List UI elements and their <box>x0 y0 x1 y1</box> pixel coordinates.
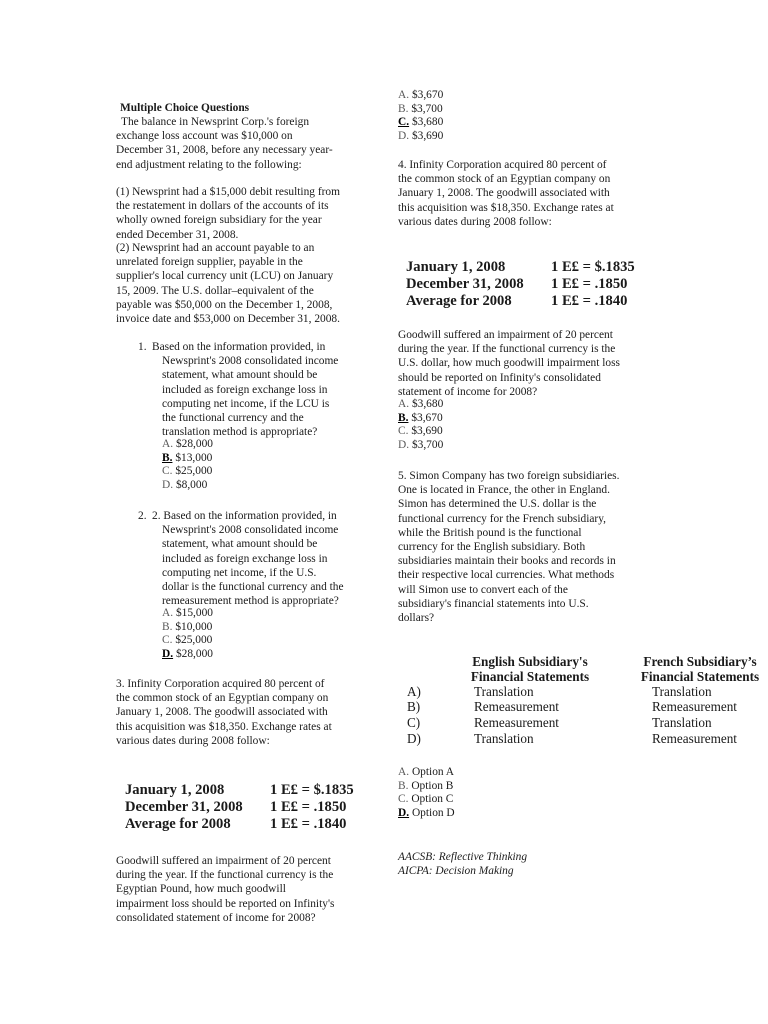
question-line: January 1, 2008. The goodwill associated with <box>116 706 328 719</box>
table-cell: Remeasurement <box>474 699 559 714</box>
table-row-label: C) <box>407 715 421 730</box>
question-line: 5. Simon Company has two foreign subsidiaries. <box>398 470 620 482</box>
q1-options <box>162 438 213 492</box>
question-line: impairment loss should be reported on Infinity's <box>116 897 335 910</box>
question-line: remeasurement method is appropriate? <box>162 595 339 608</box>
answer-option[interactable]: A. $3,680 <box>398 398 444 410</box>
answer-option[interactable]: D. $8,000 <box>162 478 208 491</box>
question-line: during the year. If the functional currency is the <box>398 343 616 356</box>
question-line: translation method is appropriate? <box>162 426 318 439</box>
question-line: currency for the English subsidiary. Both <box>398 541 586 554</box>
rate-date: January 1, 2008 <box>406 259 506 275</box>
question-line: this acquisition was $18,350. Exchange rates at <box>116 720 332 733</box>
item-line: (2) Newsprint had an account payable to an <box>116 242 315 254</box>
question-4 <box>398 158 668 229</box>
q4-options <box>398 398 443 452</box>
answer-option[interactable]: B. $3,700 <box>398 102 443 115</box>
question-line: 2. Based on the information provided, in <box>152 510 337 522</box>
question-line: subsidiary's financial statements into U.S. <box>398 597 589 610</box>
answer-option-correct[interactable]: D. Option D <box>398 806 455 819</box>
question-line: dollar is the functional currency and the <box>162 581 344 594</box>
question-line: various dates during 2008 follow: <box>398 215 552 228</box>
item-line: (1) Newsprint had a $15,000 debit resulting from <box>116 186 340 198</box>
answer-option[interactable]: B. $10,000 <box>162 620 213 633</box>
item-line: the restatement in dollars of the accounts of its <box>116 200 329 213</box>
question-line: while the British pound is the functional <box>398 526 582 539</box>
aicpa-tag: AICPA: Decision Making <box>398 865 514 877</box>
item-1-paragraph <box>116 185 378 242</box>
question-line: Simon has determined the U.S. dollar is the <box>398 498 597 511</box>
item-line: unrelated foreign supplier, payable in the <box>116 256 303 269</box>
question-line: Egyptian Pound, how much goodwill <box>116 883 286 896</box>
q4-exchange-rates <box>406 259 635 310</box>
intro-line: end adjustment relating to the following: <box>116 158 302 171</box>
answer-option[interactable]: A. Option A <box>398 766 455 778</box>
question-line: functional currency for the French subsidiary, <box>398 512 607 525</box>
rate-date: January 1, 2008 <box>125 782 225 798</box>
question-line: statement of income for 2008? <box>398 385 538 398</box>
item-line: ended December 31, 2008. <box>116 228 239 241</box>
question-2 <box>138 509 378 608</box>
q3-question <box>116 854 378 925</box>
question-line: consolidated statement of income for 2008? <box>116 911 316 924</box>
question-line: during the year. If the functional currency is the <box>116 869 334 882</box>
rate-value: 1 E£ = .1850 <box>551 276 628 292</box>
answer-option[interactable]: B. Option B <box>398 779 454 792</box>
table-cell: Translation <box>474 684 534 699</box>
question-line: U.S. dollar, how much goodwill impairment loss <box>398 357 620 370</box>
answer-option[interactable]: C. Option C <box>398 793 454 806</box>
question-line: computing net income, if the LCU is <box>162 397 330 410</box>
question-line: January 1, 2008. The goodwill associated with <box>398 187 610 200</box>
question-line: Goodwill suffered an impairment of 20 percent <box>116 855 331 867</box>
question-line: 4. Infinity Corporation acquired 80 percent of <box>398 159 607 171</box>
aacsb-tag: AACSB: Reflective Thinking <box>398 851 528 863</box>
section-heading <box>120 101 249 115</box>
question-line: the common stock of an Egyptian company on <box>116 692 329 705</box>
question-5 <box>398 469 668 625</box>
table-cell: Remeasurement <box>474 715 559 730</box>
question-3 <box>116 677 378 748</box>
intro-line: exchange loss account was $10,000 on <box>116 130 293 143</box>
question-line: their respective local currencies. What methods <box>398 569 615 582</box>
table-row-label: B) <box>407 699 421 714</box>
answer-option[interactable]: A. $28,000 <box>162 438 213 450</box>
table-row-label: D) <box>407 731 421 746</box>
question-line: Newsprint's 2008 consolidated income <box>162 355 339 368</box>
question-line: statement, what amount should be <box>162 538 318 551</box>
rate-value: 1 E£ = $.1835 <box>270 782 354 798</box>
question-number: 2. <box>138 510 147 522</box>
question-line: statement, what amount should be <box>162 369 318 382</box>
question-line: 3. Infinity Corporation acquired 80 percent of <box>116 678 325 690</box>
answer-option[interactable]: C. $25,000 <box>162 465 213 478</box>
item-line: wholly owned foreign subsidiary for the year <box>116 214 322 227</box>
question-line: Goodwill suffered an impairment of 20 percent <box>398 329 613 341</box>
answer-option[interactable]: C. $3,690 <box>398 425 443 438</box>
rate-date: December 31, 2008 <box>406 276 524 292</box>
question-line: the common stock of an Egyptian company on <box>398 173 611 186</box>
answer-option-correct[interactable]: B. $13,000 <box>162 451 213 464</box>
table-cell: Remeasurement <box>652 699 737 714</box>
answer-option-correct[interactable]: D. $28,000 <box>162 647 213 660</box>
rate-value: 1 E£ = .1840 <box>551 293 628 309</box>
question-line: will Simon use to convert each of the <box>398 583 568 596</box>
page-title: Multiple Choice Questions <box>120 102 250 114</box>
question-1 <box>138 340 378 439</box>
question-line: dollars? <box>398 612 435 625</box>
item-2-paragraph <box>116 241 378 326</box>
q3-options <box>398 89 443 143</box>
table-cell: Translation <box>652 715 712 730</box>
q5-options <box>398 766 455 820</box>
question-line: computing net income, if the U.S. <box>162 566 317 579</box>
question-line: subsidiaries maintain their books and records in <box>398 555 616 568</box>
table-cell: Remeasurement <box>652 731 737 746</box>
answer-option-correct[interactable]: B. $3,670 <box>398 411 443 424</box>
item-line: payable was $50,000 on the December 1, 2008, <box>116 298 333 311</box>
answer-option-correct[interactable]: C. $3,680 <box>398 116 444 129</box>
intro-line: December 31, 2008, before any necessary year- <box>116 144 333 157</box>
question-line: Newsprint's 2008 consolidated income <box>162 524 339 537</box>
q2-options <box>162 607 213 661</box>
answer-option[interactable]: A. $15,000 <box>162 607 213 619</box>
intro-paragraph <box>116 115 378 172</box>
standards-tags <box>398 850 527 878</box>
answer-option[interactable]: A. $3,670 <box>398 89 444 101</box>
answer-option[interactable]: D. $3,700 <box>398 438 444 451</box>
table-cell: Translation <box>652 684 712 699</box>
question-line: this acquisition was $18,350. Exchange rates at <box>398 201 614 214</box>
table-header-french: French Subsidiary’s Financial Statements <box>640 654 760 684</box>
item-line: 15, 2009. The U.S. dollar–equivalent of the <box>116 284 314 297</box>
item-line: invoice date and $53,000 on December 31, 2008. <box>116 313 340 326</box>
rate-value: 1 E£ = .1840 <box>270 816 347 832</box>
rate-date: Average for 2008 <box>125 816 231 832</box>
intro-line: The balance in Newsprint Corp.'s foreign <box>121 116 310 128</box>
question-line: should be reported on Infinity's consolidated <box>398 371 601 384</box>
question-line: the functional currency and the <box>162 412 304 425</box>
question-line: various dates during 2008 follow: <box>116 734 270 747</box>
question-line: included as foreign exchange loss in <box>162 552 328 565</box>
answer-option[interactable]: D. $3,690 <box>398 129 444 142</box>
item-line: supplier's local currency unit (LCU) on January <box>116 270 334 283</box>
question-line: included as foreign exchange loss in <box>162 383 328 396</box>
q4-question <box>398 328 668 399</box>
rate-date: December 31, 2008 <box>125 799 243 815</box>
question-number: 1. <box>138 341 147 353</box>
rate-value: 1 E£ = $.1835 <box>551 259 635 275</box>
question-line: Based on the information provided, in <box>152 341 326 353</box>
rate-value: 1 E£ = .1850 <box>270 799 347 815</box>
q3-exchange-rates <box>125 782 354 833</box>
question-line: One is located in France, the other in England. <box>398 484 610 497</box>
table-cell: Translation <box>474 731 534 746</box>
rate-date: Average for 2008 <box>406 293 512 309</box>
table-row-label: A) <box>407 684 421 699</box>
answer-option[interactable]: C. $25,000 <box>162 634 213 647</box>
table-header-english: English Subsidiary's Financial Statements <box>470 654 590 684</box>
